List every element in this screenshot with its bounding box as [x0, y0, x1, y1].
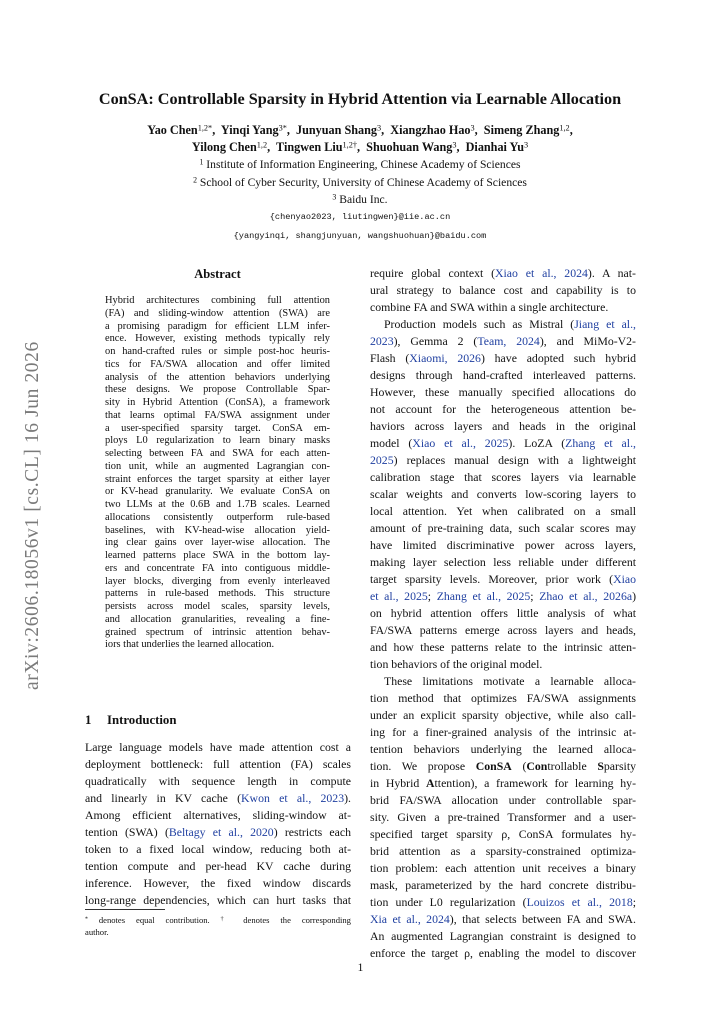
author: Xiangzhao Hao: [390, 123, 471, 137]
email-line: {chenyao2023, liutingwen}@iie.ac.cn: [269, 212, 451, 222]
abstract-line: layer blocks, diverging from evenly interleaved: [105, 575, 330, 587]
author: Yao Chen: [147, 123, 198, 137]
body-line: tion method that optimizes FA/SWA assignments: [370, 691, 636, 705]
body-line: calibration stage that scores layers via learnable: [370, 470, 636, 484]
body-line: Production models such as Mistral (Jiang et al.,: [384, 317, 636, 331]
body-line: However, these manually specified allocations do: [370, 385, 636, 399]
affiliation-1: [60, 158, 660, 171]
author-mark: 1,2†: [342, 140, 358, 150]
author-mark: 3: [524, 140, 529, 150]
body-line: ural strategy to balance cost and capability is to: [370, 283, 636, 297]
footnote-rule: [85, 909, 165, 910]
body-line: target sparsity levels. Moreover, prior work (Xiao: [370, 572, 636, 586]
abstract-heading: Abstract: [194, 267, 241, 281]
body-line: require global context (Xiao et al., 2024). A nat-: [370, 266, 636, 280]
method-name: ConSA: [475, 759, 512, 773]
abstract-line: these designs. We propose Controllable Spar-: [105, 384, 330, 396]
affiliation-mark: 2: [193, 175, 197, 185]
body-line: ing for a finer-grained analysis of the intrinsic at-: [370, 725, 636, 739]
body-line: An augmented Lagrangian constraint is designed to: [370, 929, 636, 943]
abstract-line: allocations consistently outperform rule-based: [105, 511, 330, 523]
body-line: on hybrid attention offers little analysis of what: [370, 606, 636, 620]
author: Dianhai Yu: [465, 140, 524, 154]
author: Junyuan Shang: [296, 123, 377, 137]
citation-link[interactable]: Xiao: [613, 572, 636, 586]
body-line: enforce the target ρ, enabling the model to discover: [370, 946, 636, 960]
body-line: tion problem: each attention unit receives a binary: [370, 861, 636, 875]
citation-link[interactable]: Xiaomi, 2026: [409, 351, 481, 365]
abstract-line: (FA) and sliding-window attention (SWA) are: [105, 307, 330, 319]
citation-link[interactable]: Xia et al., 2024: [370, 912, 450, 926]
citation-link[interactable]: Jiang et al.,: [574, 317, 636, 331]
affiliation-3: [60, 193, 660, 206]
footnote: author.: [85, 927, 109, 937]
citation-link[interactable]: Team, 2024: [477, 334, 540, 348]
abstract-line: Hybrid architectures combining full attention: [105, 295, 330, 306]
footnote-mark: *: [85, 916, 88, 923]
affiliation-text: Institute of Information Engineering, Chinese Academy of Sciences: [206, 158, 521, 171]
affiliation-text: School of Cyber Security, University of Chinese Academy of Sciences: [199, 176, 527, 189]
citation-link[interactable]: Zhang et al., 2025: [436, 589, 531, 603]
author-mark: 1,2: [559, 123, 570, 133]
author: Yinqi Yang: [220, 123, 279, 137]
body-line: scalar weights and converts low-scoring layers to: [370, 487, 636, 501]
body-line: Xia et al., 2024), that selects between FA and SWA.: [370, 912, 636, 926]
abstract-line: straint enforces the target sparsity at either layer: [105, 473, 330, 485]
citation-link[interactable]: Zhang et al.,: [565, 436, 636, 450]
author-mark: 3: [452, 140, 457, 150]
section-heading: [85, 713, 176, 728]
body-line: tention (SWA) (Beltagy et al., 2020) restricts each: [85, 825, 352, 839]
body-line: These limitations motivate a learnable alloca-: [384, 674, 636, 688]
body-line: amount of pre-training data, such scalar scores may: [370, 521, 636, 535]
citation-link[interactable]: 2023: [370, 334, 394, 348]
body-line: brid attention as a sparsity-constrained optimiza-: [370, 844, 636, 858]
abstract-line: a promising paradigm for efficient LLM infer-: [105, 320, 330, 332]
author-mark: 3: [470, 123, 475, 133]
affiliation-mark: 1: [199, 157, 204, 167]
abstract-line: persists across model scales, sparsity levels,: [105, 601, 330, 612]
body-line: specified target sparsity ρ, ConSA formulates hy-: [370, 827, 636, 841]
body-line: in Hybrid Attention), a framework for learning hy-: [370, 776, 636, 790]
body-line: token to a fixed local window, reducing both at-: [85, 842, 351, 856]
body-line: haviors across layers and heads in the original: [370, 419, 636, 433]
author: Yilong Chen: [191, 140, 257, 154]
citation-link[interactable]: Kwon et al., 2023: [241, 791, 345, 805]
affiliation-2: [60, 176, 660, 189]
abstract-line: learned patterns place SWA in the bottom lay-: [105, 550, 330, 561]
body-line: tention behaviors underlying the learned alloca-: [370, 742, 636, 756]
body-line: Large language models have made attention cost a: [85, 740, 351, 754]
abstract-line: that learns optimal FA/SWA assignment under: [105, 409, 330, 421]
author-line-1: Yao Chen$^{1,2*}$, Yinqi Yang$^{3*}$, Junyuan Shang$^3$, Xiangzhao Hao$^3$, Simeng Zhang$^{1,2}$,: [147, 123, 573, 137]
body-line: 2025) replaces manual design with a lightweight: [370, 453, 636, 467]
affiliation-text: Baidu Inc.: [339, 193, 388, 206]
abstract-line: ers and concentrate FA into contiguous middle-: [105, 562, 330, 574]
abstract-line: grained spectrum of intrinsic attention behav-: [105, 626, 330, 638]
body-line: not account for the heterogeneous attention be-: [370, 402, 636, 416]
abstract-line: ing clear gains over layer-wise allocation. The: [105, 537, 330, 549]
arxiv-identifier: arXiv:2606.18056v1 [cs.CL] 16 Jun 2026: [22, 341, 43, 690]
author: Simeng Zhang: [483, 123, 560, 137]
body-line: tention compute and per-head KV cache during: [85, 859, 351, 873]
author: Shuohuan Wang: [366, 140, 453, 154]
body-line: tion behaviors of the original model.: [370, 657, 543, 671]
abstract-line: and allocation granularities, revealing a fine-: [105, 613, 330, 625]
footnote-mark: †: [220, 916, 233, 923]
body-line: FA/SWA patterns emerge across layers and heads,: [370, 623, 636, 637]
abstract-line: two LLMs at the 0.6B and 1.7B scales. Learned: [105, 499, 330, 510]
citation-link[interactable]: 2025: [370, 453, 394, 467]
abstract-line: iors that underlies the learned allocation.: [105, 639, 275, 651]
body-line: and how these patterns relate to the intrinsic atten-: [370, 640, 636, 654]
citation-link[interactable]: Xiao et al., 2025: [412, 436, 509, 450]
author-mark: 1,2: [256, 140, 268, 150]
page-number: 1: [357, 960, 364, 974]
abstract-line: or KV-head granularity. We evaluate ConSA on: [105, 486, 330, 498]
body-line: designs through hand-crafted interleaved patterns.: [370, 368, 636, 382]
body-line: brid FA/SWA allocation under controllable spar-: [370, 793, 636, 807]
affiliation-mark: 3: [332, 192, 337, 202]
body-line: mask, parameterized by the hard concrete distribu-: [370, 878, 636, 892]
body-line: under an explicit sparsity objective, while also call-: [370, 708, 636, 722]
body-line: deployment bottleneck: full attention (FA) scales: [85, 757, 351, 771]
body-line: long-range dependencies, which can hurt tasks that: [85, 893, 351, 907]
author-mark: 3*: [278, 123, 287, 133]
section-number: 1: [85, 713, 92, 727]
footnote: * denotes equal contribution. † denotes the corresponding: [85, 915, 351, 925]
body-line: have limited discriminative power across layers,: [370, 538, 636, 552]
abstract-line: ploys L0 regularization to learn binary masks: [105, 435, 330, 447]
citation-link[interactable]: Zhao et al., 2026a: [539, 589, 633, 603]
body-line: tion. We propose ConSA (Controllable Sparsity: [370, 759, 636, 773]
citation-link[interactable]: Louizos et al., 2018: [526, 895, 633, 909]
email-line: {yangyinqi, shangjunyuan, wangshuohuan}@baidu.com: [233, 231, 487, 241]
author-line-2: Yilong Chen$^{1,2}$, Tingwen Liu$^{1,2\dagger}$, Shuohuan Wang$^3$, Dianhai Yu$^3$: [191, 140, 529, 154]
abstract-line: on hand-crafted rules or simple post-hoc heuris-: [105, 346, 330, 357]
body-line: 2023), Gemma 2 (Team, 2024), and MiMo-V2-: [370, 334, 636, 348]
abstract-line: sity in Hybrid Attention (ConSA), a framework: [105, 397, 330, 408]
citation-link[interactable]: Beltagy et al., 2020: [168, 825, 274, 839]
author-mark: 1,2*: [197, 123, 213, 133]
body-line: tion under L0 regularization (Louizos et al., 2018;: [370, 895, 637, 909]
abstract-line: baselines, with KV-head-wise allocation yield-: [105, 524, 330, 536]
author-mark: 3: [376, 123, 382, 133]
body-line: Flash (Xiaomi, 2026) have adopted such hybrid: [370, 351, 636, 365]
body-line: Among efficient alternatives, sliding-window at-: [85, 808, 351, 822]
author: Tingwen Liu: [276, 140, 343, 154]
body-line: quadratically with sequence length in compute: [85, 774, 351, 788]
body-line: model (Xiao et al., 2025). LoZA (Zhang et al.,: [370, 436, 636, 450]
citation-link[interactable]: et al., 2025: [370, 589, 428, 603]
body-line: and linearly in KV cache (Kwon et al., 2023).: [85, 791, 351, 805]
abstract-line: selecting between FA and SWA for each atten-: [105, 448, 330, 459]
abstract-line: ence. However, existing methods typically rely: [105, 333, 330, 345]
body-line: combine FA and SWA within a single architecture.: [370, 300, 609, 314]
body-line: inference. However, the fixed window discards: [85, 876, 351, 890]
body-line: local attention. Yet when calibrated on a small: [370, 504, 636, 518]
abstract-line: analysis of the attention behaviors underlying: [105, 371, 330, 383]
body-line: making layer selection less reliable under different: [370, 555, 636, 569]
abstract-line: tion unit, while an augmented Lagrangian con-: [105, 460, 330, 472]
citation-link[interactable]: Xiao et al., 2024: [495, 266, 588, 280]
section-title: Introduction: [107, 713, 177, 727]
body-line: et al., 2025; Zhang et al., 2025; Zhao et al., 2026a): [370, 589, 637, 603]
paper-title: ConSA: Controllable Sparsity in Hybrid Attention via Learnable Allocation: [98, 90, 622, 108]
abstract-line: a user-specified sparsity target. ConSA em-: [105, 422, 330, 434]
abstract-line: patterns in rule-based methods. This structure: [105, 588, 330, 600]
body-line: sity. Given a pre-trained Transformer and a user-: [370, 810, 636, 824]
abstract-line: tics for FA/SWA allocation and offer limited: [105, 358, 330, 370]
